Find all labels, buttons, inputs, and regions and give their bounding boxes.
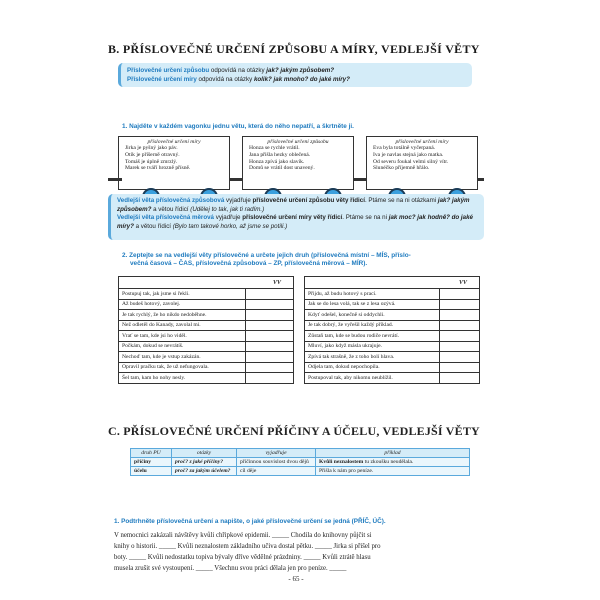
wagon-2 bbox=[242, 136, 354, 190]
table-row: účelu proč? za jakým účelem? cíl děje Přišla k nám pro peníze. bbox=[131, 467, 470, 476]
answer-cell[interactable] bbox=[246, 352, 294, 363]
table-row: Postupuj tak, jak jsme si řekli. bbox=[119, 289, 294, 300]
wagon-sentence[interactable]: Otík je příšerně otravný. bbox=[125, 151, 180, 158]
table-row: Opravil pračku tak, že už nefungovala. bbox=[119, 362, 294, 373]
definition-box-2 bbox=[108, 194, 484, 240]
definition-paragraph-1: Vedlejší věta příslovečná způsobová vyjadřuje příslovečné určení způsobu věty řídicí. Ptáme se na ni otázkami jak? jakým způsobem? a větou řídicí (Udělej to tak, jak ti radím.) bbox=[117, 197, 470, 213]
wagon-coupler bbox=[229, 178, 243, 181]
answer-cell[interactable] bbox=[440, 299, 480, 310]
answer-cell[interactable] bbox=[440, 373, 480, 384]
table-row: Přijdu, až budu hotový s prací. bbox=[305, 289, 480, 300]
table-row: Nechoď tam, kde je vstup zakázán. bbox=[119, 352, 294, 363]
wagon-coupler bbox=[477, 178, 484, 181]
wagon-title: příslovečné určení způsobu bbox=[267, 139, 329, 145]
answer-cell[interactable] bbox=[440, 352, 480, 363]
wagon-title: příslovečné určení míry bbox=[395, 139, 449, 145]
vv-header: VV bbox=[119, 277, 294, 289]
table-row: Než odletěl do Kanady, zavolal mi. bbox=[119, 320, 294, 331]
wagon-sentence[interactable]: Honza se rychle vrátil. bbox=[249, 145, 300, 151]
task-1-heading: 1. Najděte v každém vagonku jednu větu, která do něho nepatří, a škrtněte ji. bbox=[122, 123, 354, 130]
table-row: Počkám, dokud se nevrátíš. bbox=[119, 341, 294, 352]
answer-cell[interactable] bbox=[246, 289, 294, 300]
table-row: příčiny proč? z jaké příčiny? příčinnou souvislost dvou dějů Kvůli neznalostem tu zkoušku neudělala. bbox=[131, 458, 470, 467]
answer-cell[interactable] bbox=[246, 362, 294, 373]
wagon-1 bbox=[118, 136, 230, 190]
adverbial-table bbox=[130, 448, 470, 476]
table-row: Zpívá tak strašně, že z toho bolí hlava. bbox=[305, 352, 480, 363]
wagon-sentence[interactable]: Od severu foukal velmi silný vítr. bbox=[373, 158, 449, 165]
wagon-coupler bbox=[108, 178, 122, 181]
table-row: Je tak rychlý, že ho nikdo nedoběhne. bbox=[119, 310, 294, 321]
section-b-title: B. PŘÍSLOVEČNÉ URČENÍ ZPŮSOBU A MÍRY, VEDLEJŠÍ VĚTY bbox=[108, 42, 480, 56]
table-row: Postupoval tak, aby nikomu neublížil. bbox=[305, 373, 480, 384]
answer-cell[interactable] bbox=[246, 373, 294, 384]
table-row: Odjela tam, dokud nepochopila. bbox=[305, 362, 480, 373]
answer-cell[interactable] bbox=[246, 310, 294, 321]
table-row: Kdyť odešel, konečně si oddychli. bbox=[305, 310, 480, 321]
section-c-title: C. PŘÍSLOVEČNÉ URČENÍ PŘÍČINY A ÚČELU, VEDLEJŠÍ VĚTY bbox=[108, 424, 480, 438]
wagon-sentence[interactable]: Iva je navlas stejná jako matka. bbox=[373, 151, 444, 158]
wagon-3 bbox=[366, 136, 478, 190]
answer-cell[interactable] bbox=[246, 341, 294, 352]
sentence-table-right bbox=[304, 276, 480, 384]
sentence-table-left bbox=[118, 276, 294, 384]
wagon-coupler bbox=[353, 178, 367, 181]
answer-cell[interactable] bbox=[440, 341, 480, 352]
answer-cell[interactable] bbox=[246, 331, 294, 342]
answer-cell[interactable] bbox=[440, 320, 480, 331]
col-header: druh PU bbox=[131, 449, 172, 458]
table-row: Je tak dobrý, že vyřešil každý příklad. bbox=[305, 320, 480, 331]
answer-cell[interactable] bbox=[246, 320, 294, 331]
table-row: Šel tam, kam ho nohy nesly. bbox=[119, 373, 294, 384]
definition-line-2: Příslovečné určení míry odpovídá na otázky kolik? jak mnoho? do jaké míry? bbox=[127, 75, 350, 83]
exercise-paragraph[interactable]: V nemocnici zakázali návštěvy kvůli chřipkové epidemii. _____ Chodila do knihovny půjčit si knihy o historii. _____ Kvůli neznalostem základního učiva dostal pětku. _____ Jirka si přišel pro boty. _____ Kvůli nedostatku topiva bývaly dříve vědělné prázdniny. _____ Kvůli ztrátě hlasu musela zrušit své vystoupení. _____ Všechnu svou práci dělala jen pro peníze. _____ bbox=[114, 532, 381, 572]
table-row: Až budeš hotový, zavolej. bbox=[119, 299, 294, 310]
col-header: příklad bbox=[316, 449, 470, 458]
vv-header: VV bbox=[305, 277, 480, 289]
answer-cell[interactable] bbox=[440, 331, 480, 342]
task-3-heading: 1. Podtrhněte příslovečná určení a napište, o jaké příslovečné určení se jedná (PŘÍČ, ÚČ). bbox=[114, 518, 386, 525]
answer-cell[interactable] bbox=[440, 362, 480, 373]
task-2-heading: 2. Zeptejte se na vedlejší věty příslovečné a určete jejich druh (příslovečná místní – MÍS, příslo- večná časová – ČAS, příslovečná způsobová – ZP, příslovečná měrová – MÍR). bbox=[122, 252, 411, 267]
wagon-title: příslovečné určení míry bbox=[147, 139, 201, 145]
wagon-sentence[interactable]: Jana přišla hezky oblečená. bbox=[249, 151, 311, 158]
wagon-sentence[interactable]: Slunéčko příjemně hřálo. bbox=[373, 165, 430, 172]
workbook-page bbox=[108, 30, 484, 590]
answer-cell[interactable] bbox=[440, 289, 480, 300]
answer-cell[interactable] bbox=[440, 310, 480, 321]
table-row: Vrať se tam, kde jsi ho viděl. bbox=[119, 331, 294, 342]
wagon-sentence[interactable]: Honza zpívá jako slavík. bbox=[249, 158, 305, 165]
wagon-sentence[interactable]: Domů se vrátil dost unavený. bbox=[249, 165, 315, 172]
wagon-sentence[interactable]: Jirka je pyšný jako páv. bbox=[125, 145, 178, 151]
definition-box-1 bbox=[118, 63, 472, 87]
answer-cell[interactable] bbox=[246, 299, 294, 310]
wagon-sentence[interactable]: Marek se tváří hrozně přísně. bbox=[125, 165, 191, 172]
page-number: - 65 - bbox=[288, 575, 304, 583]
wagon-sentence[interactable]: Tomáš je úplně zmrzlý. bbox=[125, 158, 178, 165]
wagon-sentence[interactable]: Eva byla totálně vyčerpaná. bbox=[373, 145, 436, 151]
table-row: Zůstaň tam, kde se budou rodiče nevrátí. bbox=[305, 331, 480, 342]
col-header: otázky bbox=[172, 449, 237, 458]
definition-paragraph-2: Vedlejší věta příslovečná měrová vyjadřuje příslovečné určení míry věty řídicí. Ptáme se na ni jak moc? jak hodně? do jaké míry? a větou řídicí (Bylo tam takové horko, až jsme se potili.) bbox=[117, 214, 473, 230]
definition-line-1: Příslovečné určení způsobu odpovídá na otázky jak? jakým způsobem? bbox=[127, 67, 335, 74]
col-header: vyjadřuje bbox=[237, 449, 316, 458]
table-row: Mluví, jako když másla ukrajuje. bbox=[305, 341, 480, 352]
table-row: Jak se do lesa volá, tak se z lesa ozývá. bbox=[305, 299, 480, 310]
